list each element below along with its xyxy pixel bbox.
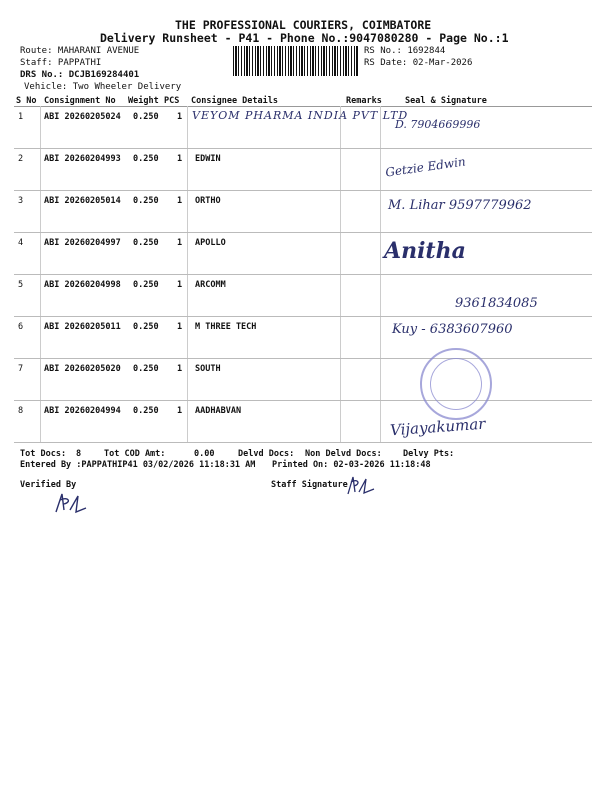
route-label: Route: MAHARANI AVENUE (20, 46, 140, 56)
col-consignee: Consignee Details (191, 96, 278, 106)
cell-weight: 0.250 (133, 196, 159, 206)
rs-number: RS No.: 1692844 (364, 46, 446, 56)
cell-weight: 0.250 (133, 322, 159, 332)
cell-pcs: 1 (177, 154, 183, 164)
col-weight: Weight (128, 96, 159, 106)
cell-pcs: 1 (177, 112, 183, 122)
cell-weight: 0.250 (133, 364, 159, 374)
cell-consignment: ABI 20260205011 (44, 322, 121, 332)
handwritten-consignee: VEYOM PHARMA INDIA PVT LTD (192, 109, 409, 122)
signature-row-5: 9361834085 (455, 296, 538, 311)
cell-weight: 0.250 (133, 112, 159, 122)
barcode (233, 46, 359, 76)
signature-row-2: Getzie Edwin (384, 154, 467, 180)
signature-row-3: M. Lihar 9597779962 (388, 198, 532, 213)
drs-number: DRS No.: DCJB169284401 (20, 70, 140, 80)
rs-date: RS Date: 02-Mar-2026 (364, 58, 473, 68)
table-row (0, 148, 600, 190)
cell-pcs: 1 (177, 196, 183, 206)
cell-consignment: ABI 20260204997 (44, 238, 121, 248)
cell-sno: 8 (18, 406, 24, 416)
cell-consignment: ABI 20260205020 (44, 364, 121, 374)
delvy-pts-label: Delvy Pts: (403, 449, 455, 459)
signature-row-4: Anitha (384, 238, 466, 264)
cell-consignment: ABI 20260204993 (44, 154, 121, 164)
vehicle-label: Vehicle: Two Wheeler Delivery (24, 82, 182, 92)
signature-row-6: Kuy - 6383607960 (392, 322, 513, 337)
non-delvd-docs-label: Non Delvd Docs: (305, 449, 382, 459)
tot-docs-value: 8 (76, 449, 82, 459)
staff-signature (344, 474, 378, 496)
cell-weight: 0.250 (133, 238, 159, 248)
col-remarks: Remarks (346, 96, 382, 106)
tot-cod-label: Tot COD Amt: (104, 449, 166, 459)
table-row (0, 358, 600, 400)
signature-row-8: Vijayakumar (389, 414, 486, 440)
cell-pcs: 1 (177, 364, 183, 374)
col-seal: Seal & Signature (405, 96, 487, 106)
cell-consignee: M THREE TECH (195, 322, 257, 332)
cell-pcs: 1 (177, 322, 183, 332)
cell-consignment: ABI 20260205014 (44, 196, 121, 206)
cell-sno: 1 (18, 112, 24, 122)
row-divider (14, 442, 592, 443)
tot-docs-label: Tot Docs: (20, 449, 67, 459)
cell-weight: 0.250 (133, 406, 159, 416)
company-title: THE PROFESSIONAL COURIERS, COIMBATORE (175, 18, 432, 32)
cell-consignment: ABI 20260204994 (44, 406, 121, 416)
cell-consignee: ARCOMM (195, 280, 226, 290)
signature-row-1: D. 7904669996 (395, 118, 481, 131)
table-row (0, 400, 600, 442)
cell-consignee: SOUTH (195, 364, 221, 374)
verified-by-label: Verified By (20, 480, 77, 490)
col-pcs: PCS (164, 96, 180, 106)
entered-by: Entered By :PAPPATHIP41 03/02/2026 11:18:31 AM (20, 460, 256, 470)
staff-signature-label: Staff Signature (271, 480, 348, 490)
cell-consignee: ORTHO (195, 196, 221, 206)
delvd-docs-label: Delvd Docs: (238, 449, 295, 459)
cell-sno: 5 (18, 280, 24, 290)
cell-sno: 3 (18, 196, 24, 206)
verifier-signature (52, 490, 92, 516)
cell-consignee: EDWIN (195, 154, 221, 164)
company-seal (420, 348, 492, 420)
col-consignment: Consignment No (44, 96, 116, 106)
cell-consignee: APOLLO (195, 238, 226, 248)
cell-sno: 6 (18, 322, 24, 332)
cell-pcs: 1 (177, 406, 183, 416)
cell-sno: 7 (18, 364, 24, 374)
col-sno: S No (16, 96, 37, 106)
cell-sno: 2 (18, 154, 24, 164)
table-row (0, 232, 600, 274)
cell-pcs: 1 (177, 280, 183, 290)
cell-consignment: ABI 20260204998 (44, 280, 121, 290)
runsheet-title: Delivery Runsheet - P41 - Phone No.:9047080280 - Page No.:1 (100, 31, 509, 45)
staff-label: Staff: PAPPATHI (20, 58, 102, 68)
cell-consignment: ABI 20260205024 (44, 112, 121, 122)
tot-cod-value: 0.00 (194, 449, 215, 459)
cell-weight: 0.250 (133, 280, 159, 290)
cell-pcs: 1 (177, 238, 183, 248)
printed-on: Printed On: 02-03-2026 11:18:48 (272, 460, 431, 470)
cell-sno: 4 (18, 238, 24, 248)
cell-weight: 0.250 (133, 154, 159, 164)
cell-consignee: AADHABVAN (195, 406, 242, 416)
